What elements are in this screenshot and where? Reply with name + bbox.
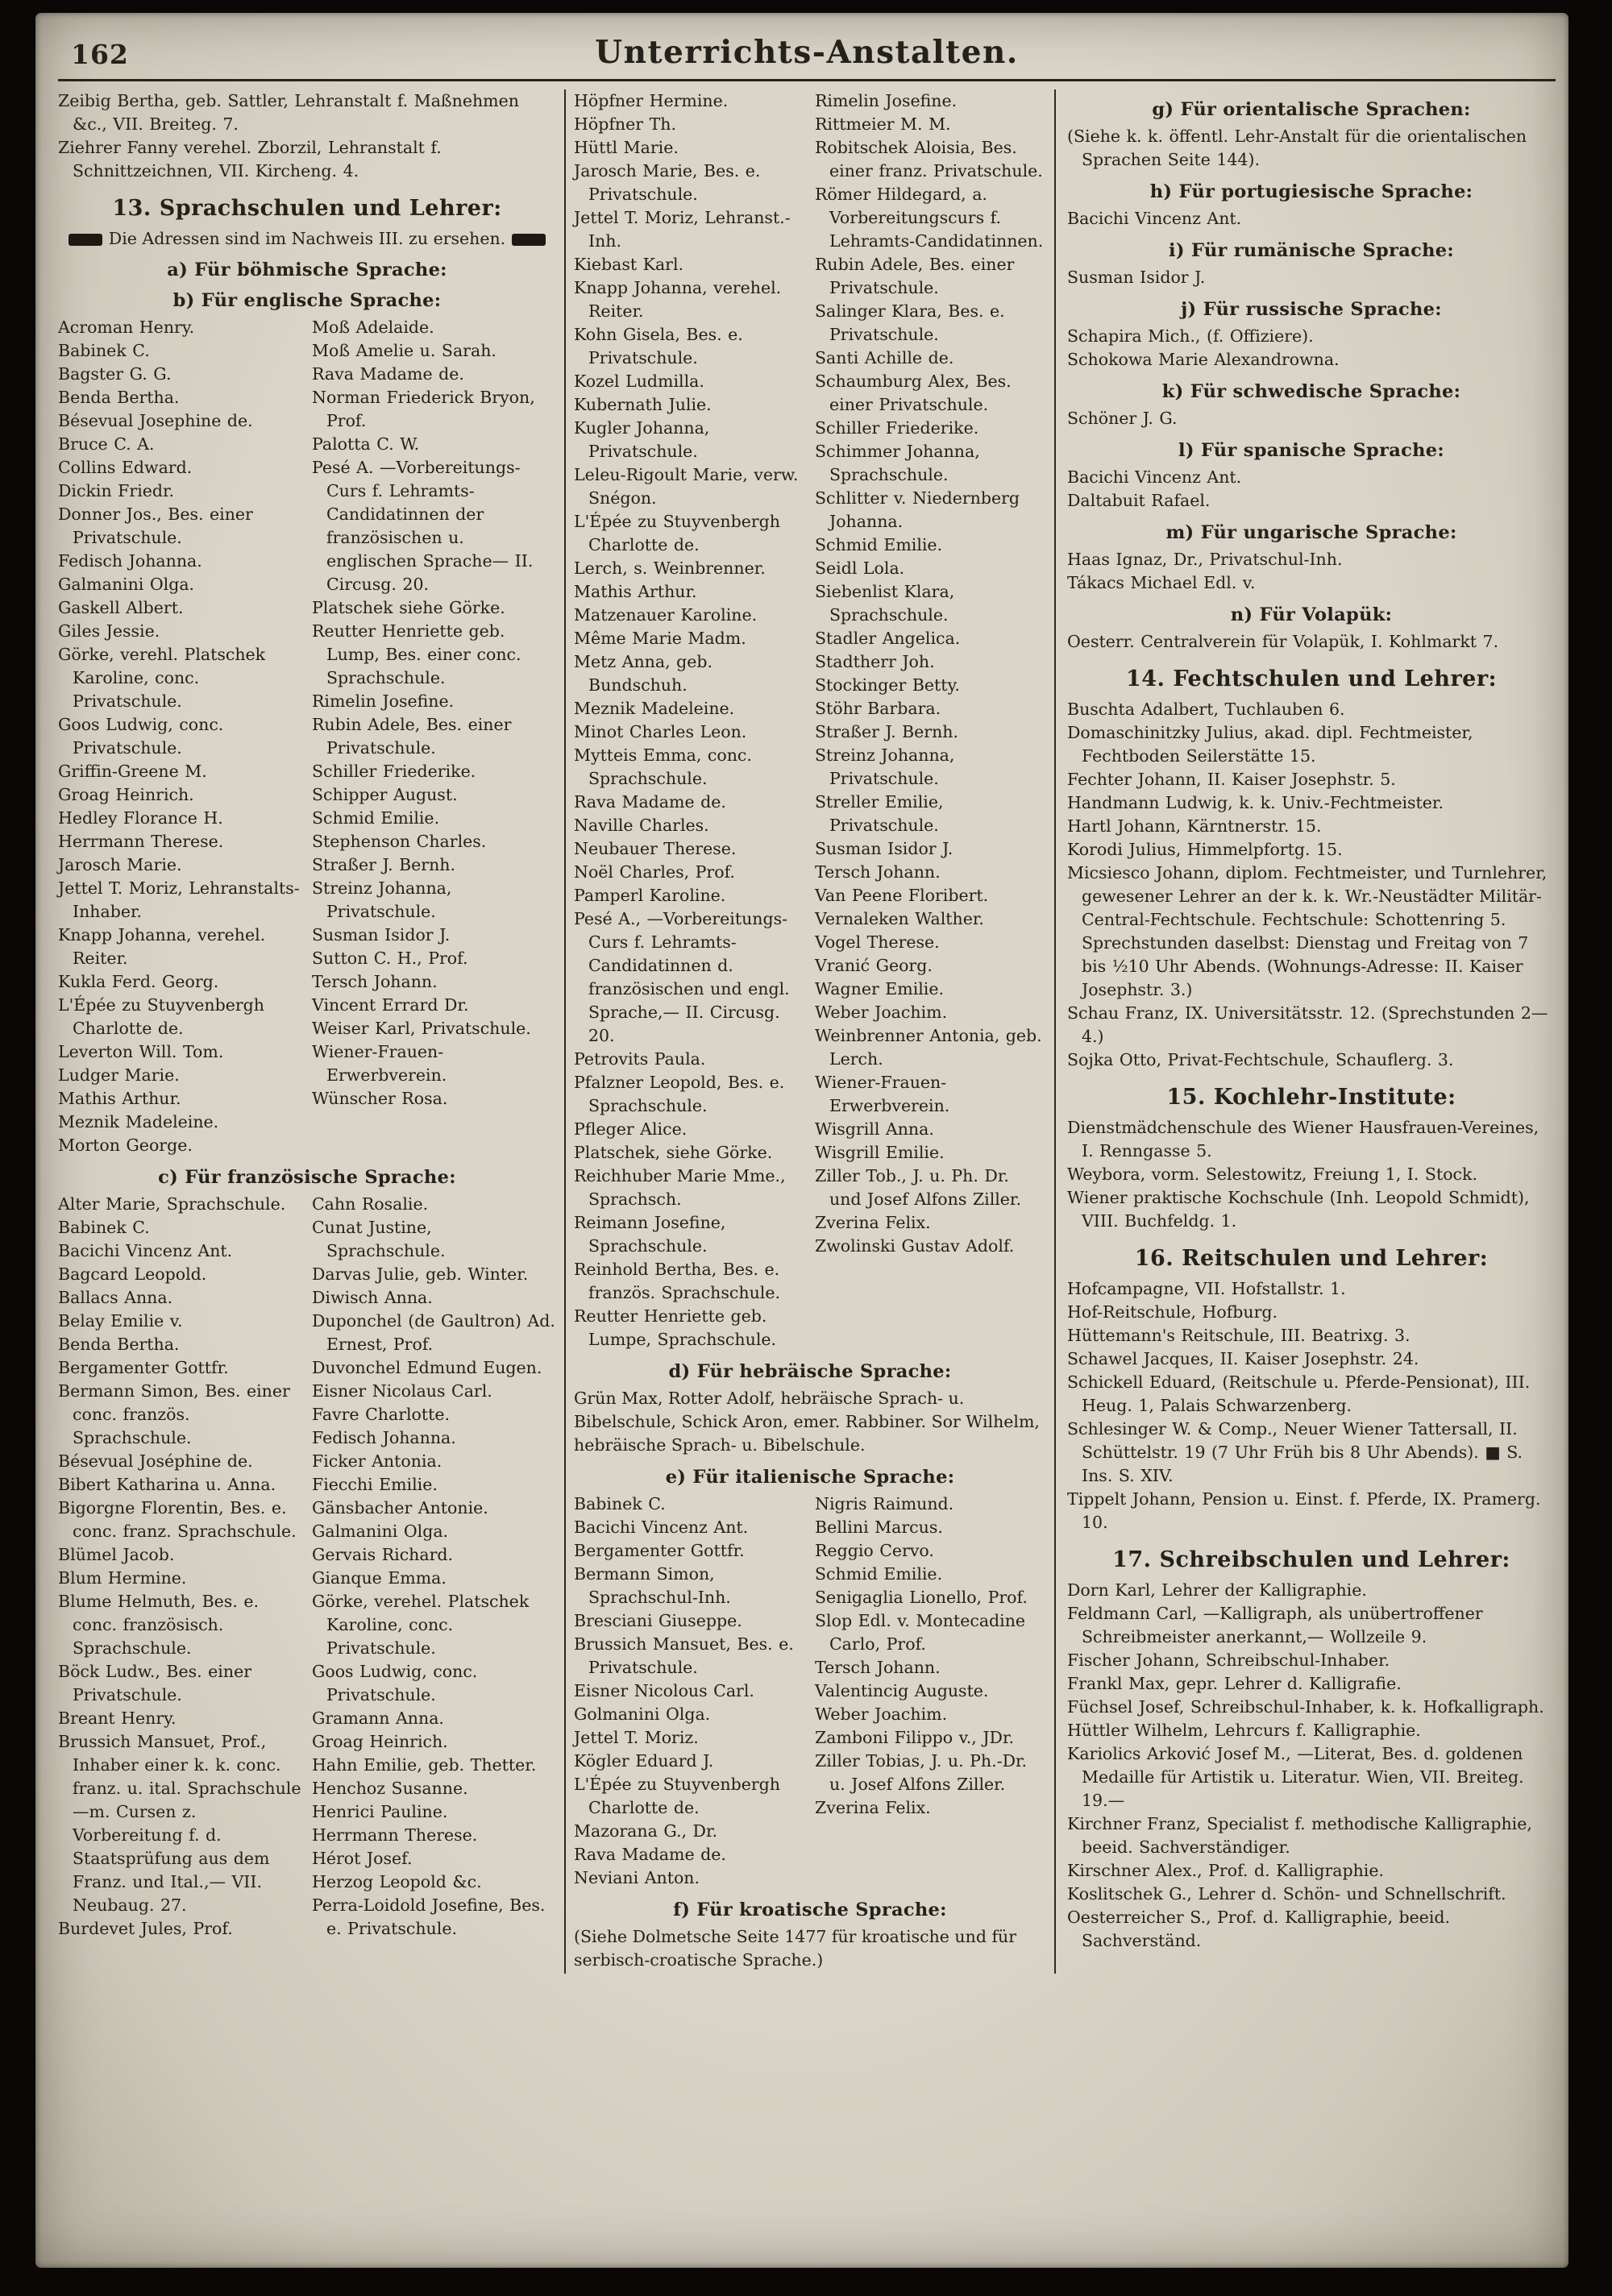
directory-entry: Zverina Felix. [815, 1213, 931, 1232]
directory-entry: Böck Ludw., Bes. einer Privatschule. [58, 1662, 252, 1704]
directory-entry: L'Épée zu Stuyvenbergh Charlotte de. [58, 995, 264, 1038]
manicule-left-icon [512, 234, 546, 246]
directory-entry: Fedisch Johanna. [312, 1428, 456, 1447]
directory-entry: Bagster G. G. [58, 364, 172, 384]
directory-entry: Petrovits Paula. [574, 1049, 706, 1069]
directory-entry: Schlitter v. Niedernberg Johanna. [815, 488, 1020, 531]
directory-entry: Straßer J. Bernh. [312, 855, 456, 874]
directory-entry: Mathis Arthur. [574, 582, 697, 601]
directory-entry: Babinek C. [58, 1218, 150, 1237]
directory-entry: Jarosch Marie. [58, 855, 182, 874]
directory-entry: Bergamenter Gottfr. [574, 1541, 745, 1560]
section-subheading: g) Für orientalische Sprachen: [1152, 99, 1471, 120]
directory-entry: Senigaglia Lionello, Prof. [815, 1588, 1028, 1607]
directory-entry: Robitschek Aloisia, Bes. einer franz. Privatschule. [815, 138, 1043, 181]
directory-entry: Stockinger Betty. [815, 675, 960, 695]
directory-entry: Acroman Henry. [58, 318, 195, 337]
directory-entry: Bermann Simon, Sprachschul-Inh. [574, 1564, 731, 1607]
directory-entry: Weber Joachim. [815, 1003, 948, 1022]
directory-entry: Rimelin Josefine. [815, 91, 958, 110]
directory-entry: Van Peene Floribert. [815, 886, 989, 905]
directory-entry: Benda Bertha. [58, 388, 180, 407]
directory-entry: Jarosch Marie, Bes. e. Privatschule. [574, 161, 761, 204]
directory-entry: Kiebast Karl. [574, 255, 684, 274]
directory-entry: Jettel T. Moriz, Lehranst.-Inh. [574, 208, 791, 251]
directory-entry: Weybora, vorm. Selestowitz, Freiung 1, I. Stock. [1067, 1165, 1477, 1184]
directory-entry: Römer Hildegard, a. Vorbereitungscurs f. Lehramts-Candidatinnen. [815, 185, 1044, 251]
directory-entry: Zeibig Bertha, geb. Sattler, Lehranstalt f. Maßnehmen &c., VII. Breiteg. 7. [58, 91, 519, 134]
directory-entry: Schaumburg Alex, Bes. einer Privatschule. [815, 372, 1012, 414]
directory-entry: Fedisch Johanna. [58, 551, 202, 571]
directory-entry: Morton George. [58, 1136, 193, 1155]
directory-entry: Bacichi Vincenz Ant. [58, 1241, 233, 1260]
section-subheading: h) Für portugiesische Sprache: [1149, 181, 1473, 202]
directory-entry: Bésevual Joséphine de. [58, 1451, 253, 1471]
directory-entry: Hof-Reitschule, Hofburg. [1067, 1302, 1278, 1322]
directory-entry: Favre Charlotte. [312, 1405, 451, 1424]
directory-entry: Seidl Lola. [815, 558, 905, 578]
directory-entry: Giles Jessie. [58, 621, 160, 641]
directory-entry: Zamboni Filippo v., JDr. [815, 1728, 1015, 1747]
directory-entry: Weber Joachim. [815, 1704, 948, 1724]
directory-entry: Höpfner Hermine. [574, 91, 729, 110]
directory-entry: Galmanini Olga. [312, 1522, 449, 1541]
directory-entry: Kubernath Julie. [574, 395, 712, 414]
directory-entry: Cahn Rosalie. [312, 1194, 429, 1214]
manicule-right-icon [69, 234, 102, 246]
directory-entry: Susman Isidor J. [815, 839, 953, 858]
directory-entry: Golmanini Olga. [574, 1704, 711, 1724]
directory-entry: Fischer Johann, Schreibschul-Inhaber. [1067, 1650, 1390, 1670]
directory-entry: Bruce C. A. [58, 434, 155, 454]
directory-entry: Goos Ludwig, conc. Privatschule. [58, 715, 224, 758]
directory-entry: Herzog Leopold &c. [312, 1872, 482, 1891]
directory-entry: Alter Marie, Sprachschule. [58, 1194, 286, 1214]
directory-entry: Duvonchel Edmund Eugen. [312, 1358, 542, 1377]
directory-entry: Noël Charles, Prof. [574, 862, 735, 882]
page-columns [58, 89, 1556, 1974]
directory-entry: Galmanini Olga. [58, 575, 195, 594]
column-middle [564, 89, 1054, 1974]
directory-entry: Wagner Emilie. [815, 979, 945, 999]
section-heading: 16. Reitschulen und Lehrer: [1134, 1246, 1489, 1271]
directory-entry: Reimann Josefine, Sprachschule. [574, 1213, 726, 1256]
directory-entry: Hüttler Wilhelm, Lehrcurs f. Kalligraphie. [1067, 1721, 1421, 1740]
directory-entry: Sutton C. H., Prof. [312, 949, 468, 968]
directory-entry: Tersch Johann. [815, 1658, 941, 1677]
directory-entry: Platschek, siehe Görke. [574, 1143, 773, 1162]
french-column-3 [574, 89, 805, 1351]
directory-entry: Bacichi Vincenz Ant. [574, 1518, 749, 1537]
directory-entry: Pesé A., —Vorbereitungs-Curs f. Lehramts-Candidatinnen d. französischen und engl. Sprache,— II. Circusg. 20. [574, 909, 790, 1045]
directory-entry: Bacichi Vincenz Ant. [1067, 467, 1242, 487]
directory-entry: Schöner J. G. [1067, 409, 1178, 428]
english-list [58, 316, 556, 1157]
subsection-f-heading: f) Für kroatische Sprache: [673, 1899, 947, 1920]
directory-entry: Kögler Eduard J. [574, 1751, 714, 1771]
french-list-middle [574, 89, 1046, 1351]
directory-entry: Fiecchi Emilie. [312, 1475, 438, 1494]
directory-entry: Gänsbacher Antonie. [312, 1498, 488, 1518]
directory-entry: Kirchner Franz, Specialist f. methodische Kalligraphie, beeid. Sachverständiger. [1067, 1814, 1532, 1857]
directory-entry: Breant Henry. [58, 1709, 177, 1728]
section-heading: 14. Fechtschulen und Lehrer: [1125, 666, 1498, 691]
directory-entry: Bigorgne Florentin, Bes. e. conc. franz. Sprachschule. [58, 1498, 297, 1541]
directory-entry: Eisner Nicolaus Carl. [312, 1381, 492, 1401]
page-title: Unterrichts-Anstalten. [595, 34, 1019, 71]
directory-entry: Frankl Max, gepr. Lehrer d. Kalligrafie. [1067, 1674, 1402, 1693]
directory-entry: Schawel Jacques, II. Kaiser Josephstr. 24. [1067, 1349, 1419, 1368]
directory-entry: Susman Isidor J. [312, 925, 451, 945]
directory-entry: Tersch Johann. [312, 972, 438, 991]
subsection-d-heading: d) Für hebräische Sprache: [668, 1361, 952, 1382]
directory-entry: Hüttl Marie. [574, 138, 679, 157]
directory-entry: Palotta C. W. [312, 434, 420, 454]
directory-entry: Oesterr. Centralverein für Volapük, I. Kohlmarkt 7. [1067, 632, 1499, 651]
directory-entry: Feldmann Carl, —Kalligraph, als unübertroffener Schreibmeister anerkannt,— Wollzeile 9. [1067, 1604, 1483, 1646]
directory-entry: Gianque Emma. [312, 1568, 447, 1588]
directory-entry: Goos Ludwig, conc. Privatschule. [312, 1662, 478, 1704]
directory-entry: Tippelt Johann, Pension u. Einst. f. Pferde, IX. Pramerg. 10. [1067, 1489, 1541, 1532]
column-left [58, 89, 564, 1974]
directory-entry: Groag Heinrich. [312, 1732, 448, 1751]
directory-entry: Ludger Marie. [58, 1065, 180, 1085]
directory-entry: Bermann Simon, Bes. einer conc. französ. Sprachschule. [58, 1381, 290, 1447]
directory-entry: Vincent Errard Dr. [312, 995, 469, 1015]
directory-entry: Reichhuber Marie Mme., Sprachsch. [574, 1166, 786, 1209]
directory-entry: Donner Jos., Bes. einer Privatschule. [58, 504, 253, 547]
directory-entry: Brussich Mansuet, Bes. e. Privatschule. [574, 1634, 794, 1677]
directory-entry: Blum Hermine. [58, 1568, 187, 1588]
directory-entry: Daltabuit Rafael. [1067, 491, 1211, 510]
directory-entry: Leverton Will. Tom. [58, 1042, 224, 1061]
directory-entry: Blümel Jacob. [58, 1545, 175, 1564]
directory-entry: Gaskell Albert. [58, 598, 184, 617]
directory-entry: Sojka Otto, Privat-Fechtschule, Schauflerg. 3. [1067, 1050, 1454, 1069]
directory-entry: Bergamenter Gottfr. [58, 1358, 229, 1377]
directory-entry: Schiller Friederike. [312, 762, 476, 781]
directory-entry: Pamperl Karoline. [574, 886, 726, 905]
scanned-page [35, 13, 1568, 2268]
directory-entry: Stadler Angelica. [815, 629, 961, 648]
page-number: 162 [71, 39, 129, 70]
directory-entry: Haas Ignaz, Dr., Privatschul-Inh. [1067, 550, 1343, 569]
directory-entry: Henchoz Susanne. [312, 1779, 468, 1798]
directory-entry: Fechter Johann, II. Kaiser Josephstr. 5. [1067, 770, 1396, 789]
english-column-1 [58, 316, 302, 1157]
directory-entry: Babinek C. [58, 341, 150, 360]
directory-entry: Groag Heinrich. [58, 785, 194, 804]
column-right [1054, 89, 1556, 1974]
directory-entry: Slop Edl. v. Montecadine Carlo, Prof. [815, 1611, 1026, 1654]
directory-entry: Ballacs Anna. [58, 1288, 173, 1307]
directory-entry: Bibert Katharina u. Anna. [58, 1475, 276, 1494]
directory-entry: Knapp Johanna, verehel. Reiter. [58, 925, 266, 968]
directory-entry: Kariolics Arković Josef M., —Literat, Bes. d. goldenen Medaille für Artistik u. Literatur. Wien, VII. Breiteg. 19.— [1067, 1744, 1524, 1810]
directory-entry: Wiener praktische Kochschule (Inh. Leopold Schmidt), VIII. Buchfeldg. 1. [1067, 1188, 1530, 1231]
section-subheading: k) Für schwedische Sprache: [1161, 381, 1461, 402]
directory-entry: Salinger Klara, Bes. e. Privatschule. [815, 301, 1005, 344]
header-rule [58, 79, 1556, 81]
directory-entry: Moß Amelie u. Sarah. [312, 341, 496, 360]
directory-entry: Wisgrill Anna. [815, 1119, 934, 1139]
french-column-1 [58, 1193, 302, 1941]
subsection-e-heading: e) Für italienische Sprache: [665, 1467, 955, 1488]
directory-entry: Mazorana G., Dr. [574, 1821, 718, 1841]
directory-entry: Vernaleken Walther. [815, 909, 984, 928]
directory-entry: Minot Charles Leon. [574, 722, 747, 741]
directory-entry: Hüttemann's Reitschule, III. Beatrixg. 3. [1067, 1326, 1410, 1345]
section-subheading: i) Für rumänische Sprache: [1169, 240, 1454, 261]
directory-entry: Kirschner Alex., Prof. d. Kalligraphie. [1067, 1861, 1384, 1880]
directory-entry: Tákacs Michael Edl. v. [1067, 573, 1256, 592]
intro-entries [58, 89, 556, 183]
directory-entry: L'Épée zu Stuyvenbergh Charlotte de. [574, 1775, 780, 1817]
address-note-text: Die Adressen sind im Nachweis III. zu ersehen. [108, 229, 506, 248]
directory-entry: Jettel T. Moriz. [574, 1728, 699, 1747]
directory-entry: Wiener-Frauen-Erwerbverein. [312, 1042, 447, 1085]
directory-entry: Henrici Pauline. [312, 1802, 448, 1821]
directory-entry: Neviani Anton. [574, 1868, 700, 1887]
section-subheading: n) Für Volapük: [1230, 604, 1393, 625]
directory-entry: Brussich Mansuet, Prof., Inhaber einer k. k. conc. franz. u. ital. Sprachschule —m. Cursen z. Vorbereitung f. d. Staatsprüfung aus dem Franz. und Ital.,— VII. Neubaug. 27. [58, 1732, 301, 1915]
directory-entry: Rubin Adele, Bes. einer Privatschule. [312, 715, 512, 758]
directory-entry: Kugler Johanna, Privatschule. [574, 418, 710, 461]
directory-entry: Pesé A. —Vorbereitungs-Curs f. Lehramts-Candidatinnen der französischen u. englischen Sprache— II. Circusg. 20. [312, 458, 534, 594]
directory-entry: Schapira Mich., (f. Offiziere). [1067, 326, 1314, 346]
section-subheading: m) Für ungarische Sprache: [1165, 522, 1457, 543]
directory-entry: Füchsel Josef, Schreibschul-Inhaber, k. k. Hofkalligraph. [1067, 1697, 1544, 1717]
hebrew-section-text: Grün Max, Rotter Adolf, hebräische Sprach- u. Bibelschule, Schick Aron, emer. Rabbiner. Sor Wilhelm, hebräische Sprach- u. Bibelschule. [574, 1389, 1040, 1455]
directory-entry: Cunat Justine, Sprachschule. [312, 1218, 446, 1260]
french-column-2 [312, 1193, 556, 1941]
directory-entry: Schau Franz, IX. Universitätsstr. 12. (Sprechstunden 2—4.) [1067, 1003, 1548, 1046]
directory-entry: Rava Madame de. [574, 792, 726, 812]
page-header [58, 31, 1556, 77]
directory-entry: Dorn Karl, Lehrer der Kalligraphie. [1067, 1580, 1367, 1600]
directory-entry: Meznik Madeleine. [58, 1112, 219, 1131]
directory-entry: Leleu-Rigoult Marie, verw. Snégon. [574, 465, 799, 508]
directory-entry: Jettel T. Moriz, Lehranstalts-Inhaber. [58, 878, 300, 921]
directory-entry: Herrmann Therese. [312, 1825, 478, 1845]
directory-entry: Domaschinitzky Julius, akad. dipl. Fechtmeister, Fechtboden Seilerstätte 15. [1067, 723, 1473, 766]
directory-entry: Bresciani Giuseppe. [574, 1611, 742, 1630]
directory-entry: Ficker Antonia. [312, 1451, 442, 1471]
directory-entry: Wisgrill Emilie. [815, 1143, 945, 1162]
directory-entry: Bagcard Leopold. [58, 1264, 207, 1284]
directory-entry: Mathis Arthur. [58, 1089, 181, 1108]
directory-entry: Rubin Adele, Bes. einer Privatschule. [815, 255, 1015, 297]
directory-entry: Lerch, s. Weinbrenner. [574, 558, 766, 578]
directory-entry: Rava Madame de. [312, 364, 464, 384]
directory-entry: Bésevual Josephine de. [58, 411, 253, 430]
directory-entry: Duponchel (de Gaultron) Ad. Ernest, Prof. [312, 1311, 555, 1354]
subsection-b-heading: b) Für englische Sprache: [172, 290, 442, 311]
directory-entry: Reutter Henriette geb. Lumpe, Sprachschule. [574, 1306, 777, 1349]
directory-entry: Oesterreicher S., Prof. d. Kalligraphie, beeid. Sachverständ. [1067, 1908, 1451, 1950]
directory-entry: Dienstmädchenschule des Wiener Hausfrauen-Vereines, I. Renngasse 5. [1067, 1118, 1539, 1160]
croatian-section-text: (Siehe Dolmetsche Seite 1477 für kroatische und für serbisch-croatische Sprache.) [574, 1927, 1017, 1970]
directory-entry: Même Marie Madm. [574, 629, 746, 648]
directory-entry: Zwolinski Gustav Adolf. [815, 1236, 1015, 1256]
directory-entry: Bellini Marcus. [815, 1518, 943, 1537]
french-list-left [58, 1193, 556, 1941]
directory-entry: Hérot Josef. [312, 1849, 413, 1868]
directory-entry: Vranić Georg. [815, 956, 933, 975]
section-subheading: l) Für spanische Sprache: [1178, 440, 1444, 461]
directory-entry: Gramann Anna. [312, 1709, 444, 1728]
directory-entry: Meznik Madeleine. [574, 699, 735, 718]
directory-entry: Herrmann Therese. [58, 832, 224, 851]
address-note [58, 227, 556, 250]
directory-entry: Bacichi Vincenz Ant. [1067, 209, 1242, 228]
directory-entry: Perra-Loidold Josefine, Bes. e. Privatschule. [312, 1895, 546, 1938]
directory-entry: Kukla Ferd. Georg. [58, 972, 219, 991]
directory-entry: Streller Emilie, Privatschule. [815, 792, 944, 835]
directory-entry: Kohn Gisela, Bes. e. Privatschule. [574, 325, 743, 367]
italian-column-1 [574, 1493, 805, 1890]
directory-entry: Ziller Tobias, J. u. Ph.-Dr. u. Josef Alfons Ziller. [815, 1751, 1028, 1794]
directory-entry: Benda Bertha. [58, 1335, 180, 1354]
directory-entry: Hedley Florance H. [58, 808, 223, 828]
directory-entry: Hofcampagne, VII. Hofstallstr. 1. [1067, 1279, 1346, 1298]
directory-entry: Pfalzner Leopold, Bes. e. Sprachschule. [574, 1073, 785, 1115]
directory-entry: Kozel Ludmilla. [574, 372, 704, 391]
directory-entry: Schickell Eduard, (Reitschule u. Pferde-Pensionat), III. Heug. 1, Palais Schwarzenberg. [1067, 1372, 1531, 1415]
directory-entry: Darvas Julie, geb. Winter. [312, 1264, 529, 1284]
directory-entry: Neubauer Therese. [574, 839, 737, 858]
directory-entry: Tersch Johann. [815, 862, 941, 882]
directory-entry: Eisner Nicolous Carl. [574, 1681, 754, 1700]
directory-entry: Nigris Raimund. [815, 1494, 954, 1513]
directory-entry: Ziller Tob., J. u. Ph. Dr. und Josef Alfons Ziller. [815, 1166, 1021, 1209]
directory-entry: Dickin Friedr. [58, 481, 175, 500]
directory-entry: Susman Isidor J. [1067, 268, 1206, 287]
directory-entry: Wünscher Rosa. [312, 1089, 448, 1108]
directory-entry: Stöhr Barbara. [815, 699, 941, 718]
directory-entry: Gervais Richard. [312, 1545, 454, 1564]
directory-entry: Weiser Karl, Privatschule. [312, 1019, 531, 1038]
directory-entry: Straßer J. Bernh. [815, 722, 959, 741]
directory-entry: L'Épée zu Stuyvenbergh Charlotte de. [574, 512, 780, 554]
directory-entry: Wiener-Frauen-Erwerbverein. [815, 1073, 950, 1115]
directory-entry: Schlesinger W. & Comp., Neuer Wiener Tattersall, II. Schüttelstr. 19 (7 Uhr Früh bis 8 Uhr Abends). ■ S. Ins. S. XIV. [1067, 1419, 1523, 1485]
directory-entry: Siebenlist Klara, Sprachschule. [815, 582, 955, 625]
directory-entry: Platschek siehe Görke. [312, 598, 505, 617]
directory-entry: Schmid Emilie. [312, 808, 440, 828]
directory-entry: Pfleger Alice. [574, 1119, 688, 1139]
directory-entry: Stephenson Charles. [312, 832, 487, 851]
directory-entry: Schmid Emilie. [815, 535, 943, 554]
directory-entry: Norman Friederick Bryon, Prof. [312, 388, 535, 430]
subsection-a-heading: a) Für böhmische Sprache: [167, 259, 447, 280]
directory-entry: Micsiesco Johann, diplom. Fechtmeister, und Turnlehrer, gewesener Lehrer an der k. k. Wr.-Neustädter Militär-Central-Fechtschule. Fechtschule: Schottenring 5. Sprechstunden daselbst: Dienstag und Freitag von 7 bis ½10 Uhr Abends. (Wohnungs-Adresse: II. Kaiser Josephstr. 3.) [1067, 863, 1548, 999]
directory-entry: Naville Charles. [574, 816, 709, 835]
directory-entry: Reutter Henriette geb. Lump, Bes. einer conc. Sprachschule. [312, 621, 521, 687]
directory-entry: Moß Adelaide. [312, 318, 434, 337]
directory-entry: Valentincig Auguste. [815, 1681, 989, 1700]
directory-entry: (Siehe k. k. öffentl. Lehr-Anstalt für die orientalischen Sprachen Seite 144). [1067, 127, 1527, 169]
directory-entry: Rittmeier M. M. [815, 114, 951, 134]
directory-entry: Metz Anna, geb. Bundschuh. [574, 652, 713, 695]
directory-entry: Görke, verehl. Platschek Karoline, conc. Privatschule. [58, 645, 266, 711]
right-column-blocks [1067, 99, 1556, 1953]
italian-list [574, 1493, 1046, 1890]
italian-column-2 [815, 1493, 1046, 1890]
section-heading: 15. Kochlehr-Institute: [1166, 1085, 1456, 1110]
directory-entry: Babinek C. [574, 1494, 666, 1513]
directory-entry: Diwisch Anna. [312, 1288, 433, 1307]
directory-entry: Handmann Ludwig, k. k. Univ.-Fechtmeister. [1067, 793, 1444, 812]
directory-entry: Knapp Johanna, verehel. Reiter. [574, 278, 782, 321]
directory-entry: Hartl Johann, Kärntnerstr. 15. [1067, 816, 1322, 836]
directory-entry: Streinz Johanna, Privatschule. [312, 878, 452, 921]
directory-entry: Reggio Cervo. [815, 1541, 934, 1560]
directory-entry: Zverina Felix. [815, 1798, 931, 1817]
directory-entry: Streinz Johanna, Privatschule. [815, 745, 955, 788]
section-subheading: j) Für russische Sprache: [1181, 299, 1442, 320]
directory-entry: Burdevet Jules, Prof. [58, 1919, 233, 1938]
directory-entry: Schipper August. [312, 785, 458, 804]
directory-entry: Ziehrer Fanny verehel. Zborzil, Lehranstalt f. Schnittzeichnen, VII. Kircheng. 4. [58, 138, 442, 181]
directory-entry: Schimmer Johanna, Sprachschule. [815, 442, 980, 484]
section-13-heading: 13. Sprachschulen und Lehrer: [112, 196, 502, 221]
directory-entry: Weinbrenner Antonia, geb. Lerch. [815, 1026, 1042, 1069]
directory-entry: Matzenauer Karoline. [574, 605, 758, 625]
directory-entry: Blume Helmuth, Bes. e. conc. französisch. Sprachschule. [58, 1592, 259, 1658]
directory-entry: Rimelin Josefine. [312, 691, 455, 711]
directory-entry: Schmid Emilie. [815, 1564, 943, 1584]
directory-entry: Belay Emilie v. [58, 1311, 183, 1331]
directory-entry: Schokowa Marie Alexandrowna. [1067, 350, 1340, 369]
directory-entry: Rava Madame de. [574, 1845, 726, 1864]
directory-entry: Mytteis Emma, conc. Sprachschule. [574, 745, 752, 788]
directory-entry: Koslitschek G., Lehrer d. Schön- und Schnellschrift. [1067, 1884, 1506, 1904]
directory-entry: Höpfner Th. [574, 114, 676, 134]
english-column-2 [312, 316, 556, 1157]
directory-entry: Schiller Friederike. [815, 418, 979, 438]
directory-entry: Korodi Julius, Himmelpfortg. 15. [1067, 840, 1343, 859]
directory-entry: Santi Achille de. [815, 348, 954, 367]
directory-entry: Hahn Emilie, geb. Thetter. [312, 1755, 537, 1775]
directory-entry: Stadtherr Joh. [815, 652, 935, 671]
directory-entry: Collins Edward. [58, 458, 193, 477]
directory-entry: Vogel Therese. [815, 932, 940, 952]
directory-entry: Buschta Adalbert, Tuchlauben 6. [1067, 700, 1345, 719]
subsection-c-heading: c) Für französische Sprache: [158, 1167, 456, 1188]
directory-entry: Griffin-Greene M. [58, 762, 207, 781]
section-heading: 17. Schreibschulen und Lehrer: [1112, 1547, 1510, 1572]
directory-entry: Görke, verehel. Platschek Karoline, conc. Privatschule. [312, 1592, 530, 1658]
directory-entry: Reinhold Bertha, Bes. e. französ. Sprachschule. [574, 1260, 780, 1302]
french-column-4 [815, 89, 1046, 1351]
